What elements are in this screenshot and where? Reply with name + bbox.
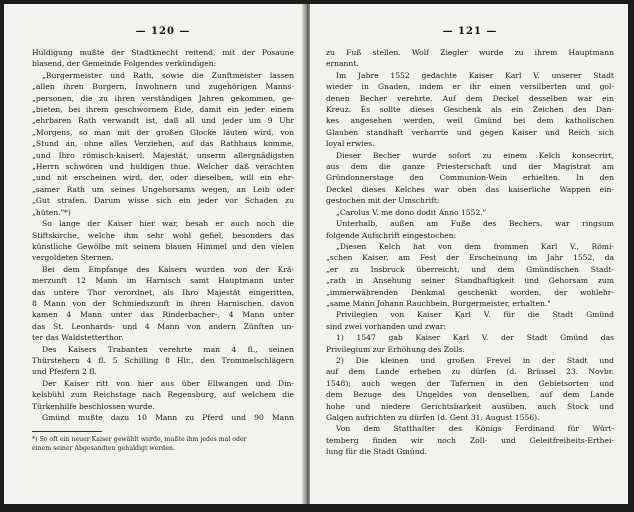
text-line: „Morgens, so man mit der großen Glocke läuten wird, von [32, 127, 294, 137]
text-line: Des Kaisers Trabanten verehrte man 4 fl., seinen [42, 344, 294, 354]
text-line: Gründonnerstage den Communion-Wein erhielten. In den [326, 173, 614, 183]
text-line: blasend, der Gemeinde Folgendes verkündigen: [32, 59, 217, 69]
text-line: Privilegien von Kaiser Karl V. für die Stadt Gmünd [336, 310, 614, 320]
text-line: „schen Kaiser, am Fest der Erscheinung im Jahr 1552, da [326, 253, 614, 263]
text-line: 2) Die kleinen und großen Frevel in der Stadt und [336, 355, 614, 365]
page-number: — 121 — [442, 26, 498, 37]
footnote [32, 435, 294, 453]
text-line: merzunft 12 Mann im Harnisch samt Hauptmann unter [32, 276, 294, 286]
text-line: Stiftskirche, welche ihm sehr wohl gefiel, besonders das [32, 230, 294, 240]
text-line: „bieten, bei ihrem geschwornem Eide, damit ein jeder einem [32, 105, 294, 115]
text-line: „ehrbaren Rath verwandt ist, daß all und jeder um 9 Uhr [32, 116, 294, 126]
text-line: Dieser Becher wurde sofort zu einem Kelch konsecrirt, [336, 150, 614, 160]
text-line: Türkenhilfe beschlossen wurde. [32, 401, 155, 411]
text-line: Privilegium zur Erhöhung des Zolls. [326, 344, 465, 354]
text-line: Glauben standhaft verharrte und gegen Kaiser und Reich sich [326, 127, 614, 137]
text-line: folgende Aufschrift eingestochen: [326, 230, 457, 240]
text-line: Im Jahre 1552 gedachte Kaiser Karl V. unserer Stadt [336, 70, 614, 80]
text-line: Gmünd mußte dazu 10 Mann zu Pferd und 90 Mann [42, 413, 294, 422]
text-line: lung für die Stadt Gmünd. [326, 447, 427, 457]
text-line: Der Kaiser ritt von hier aus über Ellwangen und Din- [42, 378, 294, 388]
text-line: und Pfeifern 2 fl. [32, 367, 97, 377]
text-line: kes angesehen werden, weil Gmünd bei dem katholischen [326, 116, 614, 126]
text-line: „Carolus V. me dono dodit Anno 1552." [336, 207, 487, 217]
left-page [4, 4, 304, 504]
text-line: wieder in Gnaden, indem er ihr einen versilberten und gol- [326, 82, 614, 92]
text-line: 8 Mann von der Schmiedszunft in ihren Harnischen, davon [32, 298, 294, 308]
text-line: „allen ihren Burgern, Inwohnern und zugehörigen Manns- [32, 82, 294, 92]
text-line: aus dem die ganze Priesterschaft und der Magistrat am [326, 162, 614, 172]
text-line: „same Mann Johann Rauchbein, Burgermeister, erhalten." [326, 298, 551, 308]
text-line: hohe und niedere Gerichtsbarkeit ausüben, auch Stock und [326, 401, 614, 411]
text-line: auf dem Lande erheben zu dürfen (d. Brüssel 23. Novbr. [326, 367, 614, 377]
text-line: loyal erwies. [326, 139, 375, 149]
text-line: zu Fuß stellen. Wolf Ziegler wurde zu ihrem Hauptmann [326, 48, 614, 57]
page-body [32, 47, 294, 423]
text-line: „Diesen Kelch hat von dem frommen Karl V., Römi- [336, 241, 614, 251]
text-line: „und Ihro römisch-kaiserl. Majestät, unserm allergnädigsten [32, 150, 294, 160]
text-line: So lange der Kaiser hier war, besah er auch noch die [42, 219, 294, 229]
text-line: „Herrn schwören und huldigen thue. Welcher daß verachten [32, 162, 294, 172]
text-line: Galgen aufrichten zu dürfen (d. Gent 31. August 1556). [326, 413, 540, 422]
text-line: „er zu Insbruck überreicht, und dem Gmündischen Stadt- [326, 264, 614, 274]
text-line: Deckel dieses Kelches war oben das kaiserliche Wappen ein- [326, 184, 614, 194]
text-line: „Burgermeister und Rath, sowie die Zunftmeister lassen [42, 70, 294, 80]
text-line: Huldigung mußte der Stadtknecht reitend, mit der Posaune [32, 48, 294, 57]
footnote-line: einem seiner Abgesandten gehuldigt werden. [32, 445, 175, 453]
text-line: „rath in Ansehung seiner Standhaftigkeit und Gehorsam zum [326, 276, 614, 286]
text-line: ter das Waldstetterthor. [32, 333, 124, 343]
text-line: das untere Thor verordnet, als Ihro Majestät eingeritten, [32, 287, 294, 297]
text-line: „hüten."*) [32, 207, 71, 217]
text-line: dem Bezuge des Ungeldes von denselben, auf dem Lande [326, 390, 614, 400]
text-line: temberg finden wir noch Zoll- und Geleitfreiheits-Erthei- [326, 435, 614, 445]
text-line: 1) 1547 gab Kaiser Karl V. der Stadt Gmünd das [336, 333, 614, 343]
right-page [310, 4, 628, 504]
text-line: Bei dem Empfange des Kaisers wurden von der Krä- [42, 264, 294, 274]
text-line: denen Becher verehrte. Auf dem Deckel desselben war ein [326, 93, 614, 103]
text-line: Unterhalb, außen am Fuße des Bechers, war ringsum [336, 219, 614, 229]
text-line: kamen 4 Mann unter das Rinderbacher-, 4 Mann unter [32, 310, 294, 320]
text-line: künstliche Gewölbe mit seinem blauen Himmel und den vielen [32, 241, 294, 251]
text-line: „immerwährenden Denkmal geschenkt worden, der wohlehr- [326, 287, 614, 297]
text-line: „und nit erscheinen wird, der, oder dieselben, will ein ehr- [32, 173, 294, 183]
text-line: sind zwei vorhanden und zwar: [326, 321, 447, 331]
text-line: „samer Rath um seines Ungehorsams wegen, an Leib oder [32, 184, 294, 194]
text-line: Kreuz. Es sollte dieses Geschenk als ein Zeichen des Dan- [326, 105, 614, 115]
text-line: Thürstehern 4 fl. 5 Schilling 8 Hlr., den Trommelschlägern [32, 355, 294, 365]
footnote-divider [32, 431, 102, 432]
text-line: Von dem Statthalter des Königs Ferdinand für Würt- [336, 424, 614, 434]
text-line: das St. Leonhards- und 4 Mann von andern Zünften un- [32, 321, 294, 331]
text-line: kelsbühl zum Reichstage nach Regensburg, auf welchem die [32, 390, 294, 400]
text-line: gestochen mit der Umschrift: [326, 196, 440, 206]
text-line: „personen, die zu ihren verständigen Jahren gekommen, ge- [32, 93, 294, 103]
text-line: „Stund an, ohne alles Verziehen, auf das Rathhaus komme, [32, 139, 294, 149]
text-line: 1548); auch wegen der Tafernen in den Gebietsorten und [326, 378, 614, 388]
footnote-line: *) So oft ein neuer Kaiser gewählt wurde, mußte ihm jedes mal oder [32, 436, 247, 444]
page-number: — 120 — [135, 26, 191, 37]
text-line: ernannt. [326, 59, 359, 69]
page-body [326, 47, 614, 458]
text-line: „Gut strafen. Darum wisse sich ein jeder vor Schaden zu [32, 196, 294, 206]
text-line: vergoldeten Sternen. [32, 253, 114, 263]
